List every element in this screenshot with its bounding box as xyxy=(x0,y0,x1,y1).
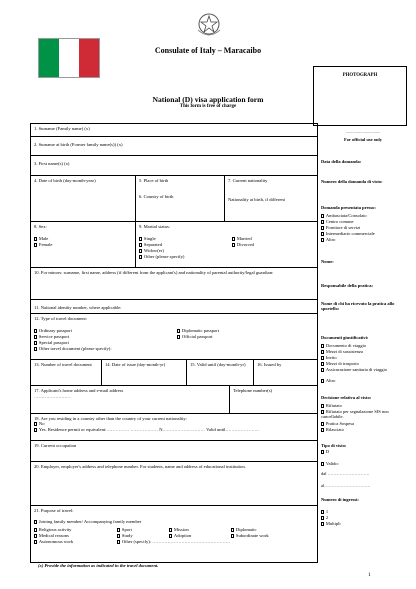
sidebar-doc-insurance[interactable]: Assicurazione sanitaria di viaggio xyxy=(321,367,405,372)
checkbox-medical-reasons[interactable]: Medical reasons xyxy=(34,533,69,538)
sidebar-presented-service-provider[interactable]: Fornitore di servizi xyxy=(321,225,405,230)
field-surname-at-birth-label: 2. Surname at birth (Former family name(s)) (x) xyxy=(34,142,123,147)
field-purpose-of-travel xyxy=(31,506,317,564)
consulate-title: Consulate of Italy – Maracaibo xyxy=(154,46,262,55)
field-place-of-birth-label: 5. Place of birth xyxy=(139,177,169,183)
field-surname-at-birth[interactable] xyxy=(31,137,317,156)
official-use-sidebar xyxy=(318,123,406,563)
sidebar-responsible: Responsabile della pratica: xyxy=(321,283,374,288)
checkbox-diplomatic[interactable]: Diplomatic xyxy=(231,527,257,532)
checkbox-official-passport[interactable]: Official passport xyxy=(177,334,213,339)
field-marital-status-label: 9. Marital status: xyxy=(139,223,171,229)
sidebar-doc-other[interactable]: Altro xyxy=(321,378,405,383)
field-first-names[interactable] xyxy=(31,156,317,176)
flag-stripe-white xyxy=(59,39,79,77)
field-minor-guardian-label: 10. For minors: surname, first name, address (if different from the applicant's) and nationality of parental authority/legal guardian: xyxy=(34,269,274,275)
form-subtitle: This form is free of charge xyxy=(179,104,237,109)
sidebar-official-use: For official use only xyxy=(343,137,383,142)
application-form xyxy=(30,123,318,563)
field-issued-by-label: 16. Issued by xyxy=(257,361,282,367)
field-surname[interactable] xyxy=(31,124,317,137)
checkbox-sport[interactable]: Sport xyxy=(117,527,132,532)
field-date-of-birth[interactable] xyxy=(31,176,135,221)
sidebar-doc-means[interactable]: Mezzi di sussistenza xyxy=(321,349,405,354)
field-nationality-at-birth-label: Nationality at birth, if different xyxy=(228,196,285,202)
field-current-occupation[interactable] xyxy=(31,441,317,462)
photo-box[interactable]: PHOTOGRAPH xyxy=(313,66,407,126)
field-sex xyxy=(31,222,135,267)
field-national-id-label: 11. National identity number, where applicable: xyxy=(34,305,122,310)
row-sex-marital xyxy=(31,222,317,268)
checkbox-residence-no[interactable]: No xyxy=(34,421,45,426)
sidebar-valid-to: al…………………………. xyxy=(321,483,371,488)
checkbox-married[interactable]: Married xyxy=(232,236,252,241)
row-document-details xyxy=(31,360,317,386)
sidebar-doc-invitation[interactable]: Invito xyxy=(321,355,405,360)
field-national-id[interactable] xyxy=(31,300,317,314)
checkbox-service-passport[interactable]: Service passport xyxy=(34,334,69,339)
field-nationality[interactable] xyxy=(224,176,319,221)
field-first-names-label: 3. First name(s) (x) xyxy=(34,161,70,166)
checkbox-separated[interactable]: Separated xyxy=(139,242,162,247)
field-purpose-label: 21. Purpose of travel: xyxy=(34,507,74,513)
field-employer-label: 20. Employer, employer's address and telephone number. For students, name and address of educational institution. xyxy=(34,463,246,469)
sidebar-valid[interactable]: Valido: xyxy=(321,461,405,466)
sidebar-valid-from: dal ………………………. xyxy=(321,471,370,476)
field-valid-until-label: 15. Valid until (day-month-yr) xyxy=(190,361,246,367)
sidebar-doc-transport[interactable]: Mezzi di trasporto xyxy=(321,361,405,366)
field-date-of-issue-label: 14. Date of issue (day-month-yr) xyxy=(105,361,166,367)
field-residence-label: 18. Are you residing in a country other than the country of your current nationality: xyxy=(34,415,187,421)
sidebar-presented-common-centre[interactable]: Centro comune xyxy=(321,219,405,224)
field-date-of-issue[interactable] xyxy=(101,360,186,385)
checkbox-diplomatic-passport[interactable]: Diplomatic passport xyxy=(177,328,219,333)
checkbox-religious-activity[interactable]: Religious activity xyxy=(34,527,71,532)
field-minor-guardian[interactable] xyxy=(31,268,317,300)
field-employer[interactable] xyxy=(31,462,317,506)
field-marital-status xyxy=(135,222,319,267)
checkbox-mission[interactable]: Mission xyxy=(169,527,189,532)
checkbox-adoption[interactable]: Adoption xyxy=(169,533,191,538)
sidebar-received-by: Nome di chi ha ricevuto la pratica allo sportello: xyxy=(321,301,395,312)
checkbox-special-passport[interactable]: Special passport xyxy=(34,340,69,345)
sidebar-presented-embassy[interactable]: Ambasciata/Consolato xyxy=(321,213,405,218)
sidebar-dots: ............................... xyxy=(345,129,381,134)
field-home-address-label: 17. Applicant's home address and e-mail address xyxy=(34,387,124,393)
field-residence xyxy=(31,414,317,441)
checkbox-female[interactable]: Female xyxy=(34,242,52,247)
field-issued-by[interactable] xyxy=(253,360,319,385)
sidebar-entries-1[interactable]: 1 xyxy=(321,509,405,514)
sidebar-presented-at: Domanda presentata presso: xyxy=(321,205,376,210)
field-travel-document-type xyxy=(31,314,317,360)
checkbox-family-member[interactable]: Joining family member/ Accompanying family member xyxy=(34,519,141,524)
sidebar-supporting-docs: Documenti giustificativi: xyxy=(321,335,369,340)
field-home-address-dots: …………………… xyxy=(34,393,71,399)
sidebar-decision-refused[interactable]: Rifiutato xyxy=(321,403,405,408)
purpose-other-dots: …………………………………………… xyxy=(152,539,231,544)
flag-stripe-green xyxy=(39,39,59,77)
checkbox-study[interactable]: Study xyxy=(117,533,133,538)
italian-emblem-icon xyxy=(193,10,225,40)
field-place-of-birth[interactable] xyxy=(135,176,224,221)
checkbox-male[interactable]: Male xyxy=(34,236,48,241)
field-sex-label: 8. Sex: xyxy=(34,223,47,229)
checkbox-residence-yes[interactable]: Yes. Residence permit or equivalent:…………… ……………… N.……………………… Valid until…………………. xyxy=(34,427,259,432)
page-number: 1 xyxy=(368,572,371,578)
sidebar-visa-type: Tipo di visto: xyxy=(321,443,347,448)
sidebar-doc-travel[interactable]: Documento di viaggio xyxy=(321,343,405,348)
sidebar-decision-refused-sis[interactable]: Rifiutato per segnalazione SIS non cancellabile. xyxy=(321,409,389,420)
field-surname-label: 1. Surname (Family name) (x) xyxy=(34,125,90,131)
field-document-number-label: 13. Number of travel document xyxy=(34,361,92,367)
sidebar-name: Nome: xyxy=(321,259,334,264)
field-home-address[interactable] xyxy=(31,386,229,413)
sidebar-decision-issued[interactable]: Rilasciato xyxy=(321,427,405,432)
checkbox-subordinate-work[interactable]: Subordinate work xyxy=(231,533,269,538)
row-birth-nationality xyxy=(31,176,317,222)
field-telephone[interactable] xyxy=(229,386,319,413)
checkbox-autonomous-work[interactable]: Autonomous work xyxy=(34,539,73,544)
checkbox-single[interactable]: Single xyxy=(139,236,156,241)
sidebar-entries-multiple[interactable]: Multipli xyxy=(321,521,405,526)
checkbox-divorced[interactable]: Divorced xyxy=(232,242,254,247)
field-nationality-label: 7. Current nationality xyxy=(228,177,268,183)
sidebar-presented-intermediary[interactable]: Intermediario commerciale xyxy=(321,231,405,236)
checkbox-widower[interactable]: Widow(er) xyxy=(139,248,164,253)
sidebar-entries: Numero di ingressi: xyxy=(321,497,359,502)
sidebar-decision: Decisione relativa al visto: xyxy=(321,395,372,400)
field-travel-document-type-label: 12. Type of travel document: xyxy=(34,315,88,321)
sidebar-visa-d[interactable]: D xyxy=(321,449,405,454)
checkbox-other-document[interactable]: Other travel document (please specify): xyxy=(34,346,112,351)
italian-flag xyxy=(38,38,100,78)
field-document-number[interactable] xyxy=(31,360,101,385)
sidebar-decision-suspended[interactable]: Pratica Sospesa xyxy=(321,421,405,426)
field-date-of-birth-label: 4. Date of birth (day-month-year) xyxy=(34,177,96,183)
sidebar-presented-other[interactable]: Altro xyxy=(321,237,405,242)
footnote: (x) Provide the information as indicated in the travel document. xyxy=(38,563,159,568)
row-address xyxy=(31,386,317,414)
checkbox-ordinary-passport[interactable]: Ordinary passport xyxy=(34,328,72,333)
sidebar-application-date: Data della domanda: xyxy=(321,159,362,164)
field-valid-until[interactable] xyxy=(186,360,253,385)
checkbox-marital-other[interactable]: Other (please specify) xyxy=(139,254,184,259)
field-current-occupation-label: 19. Current occupation xyxy=(34,442,77,448)
checkbox-purpose-other[interactable]: Other (specify): …………………………………………… xyxy=(117,539,230,544)
field-country-of-birth-label: 6. Country of birth xyxy=(139,193,174,199)
sidebar-entries-2[interactable]: 2 xyxy=(321,515,405,520)
field-telephone-label: Telephone number(s) xyxy=(233,387,273,393)
flag-stripe-red xyxy=(79,39,99,77)
form-title: National (D) visa application form xyxy=(152,95,264,104)
sidebar-application-number: Numero della domanda di visto: xyxy=(321,179,383,184)
